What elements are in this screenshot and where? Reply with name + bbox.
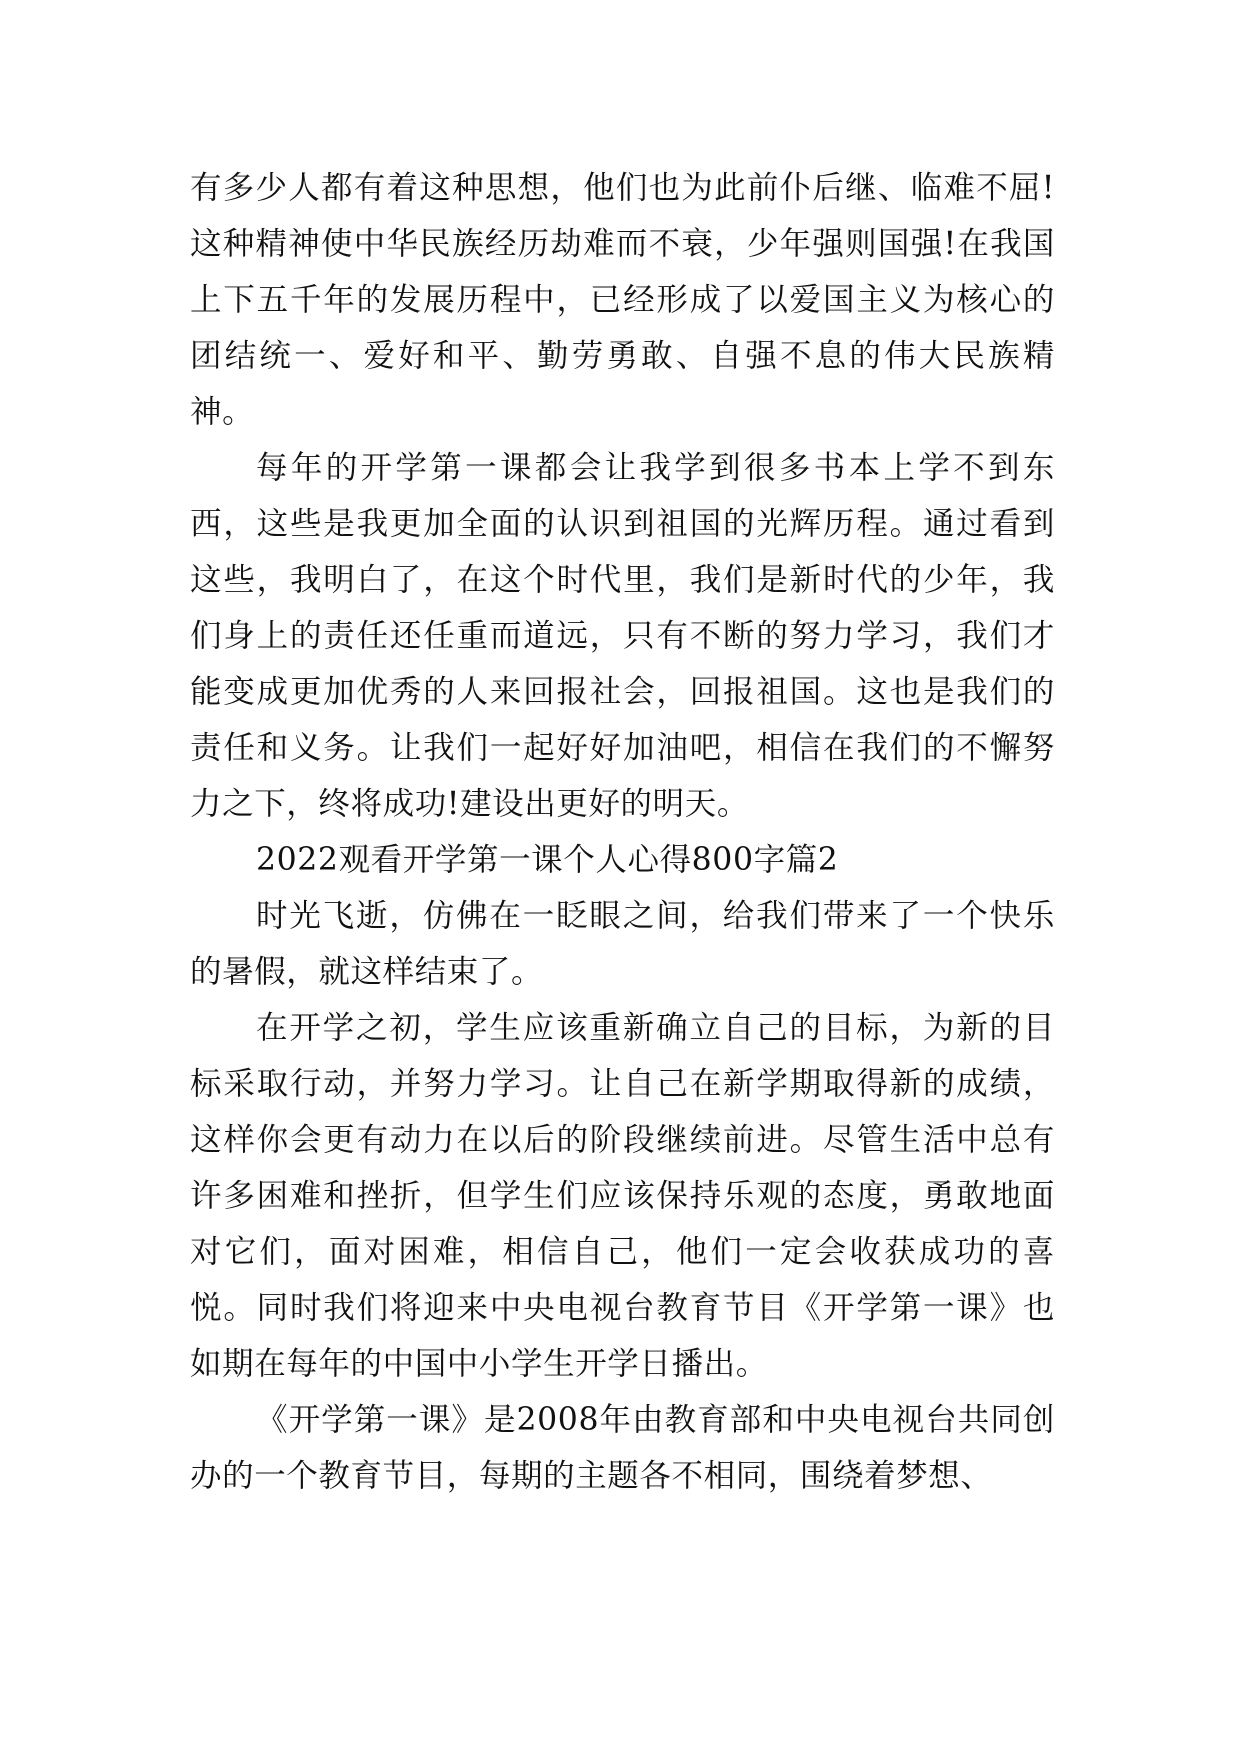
paragraph-3: 时光飞逝，仿佛在一眨眼之间，给我们带来了一个快乐的暑假，就这样结束了。: [190, 898, 1055, 990]
paragraph-4: 在开学之初，学生应该重新确立自己的目标，为新的目标采取行动，并努力学习。让自己在新学期取得新的成绩，这样你会更有动力在以后的阶段继续前进。尽管生活中总有许多困难和挫折，但学生们应该保持乐观的态度，勇敢地面对它们，面对困难，相信自己，他们一定会收获成功的喜悦。同时我们将迎来中央电视台教育节目《开学第一课》也如期在每年的中国中小学生开学日播出。: [190, 1010, 1055, 1382]
paragraph-5: 《开学第一课》是2008年由教育部和中央电视台共同创办的一个教育节目，每期的主题各不相同，围绕着梦想、: [190, 1402, 1055, 1494]
section-heading: 2022观看开学第一课个人心得800字篇2: [256, 842, 839, 878]
paragraph-1: 有多少人都有着这种思想，他们也为此前仆后继、临难不屈!这种精神使中华民族经历劫难而不衰，少年强则国强!在我国上下五千年的发展历程中，已经形成了以爱国主义为核心的团结统一、爱好和平、勤劳勇敢、自强不息的伟大民族精神。: [190, 170, 1055, 430]
document-body: [190, 160, 1055, 1504]
paragraph-2: 每年的开学第一课都会让我学到很多书本上学不到东西，这些是我更加全面的认识到祖国的光辉历程。通过看到这些，我明白了，在这个时代里，我们是新时代的少年，我们身上的责任还任重而道远，只有不断的努力学习，我们才能变成更加优秀的人来回报社会，回报祖国。这也是我们的责任和义务。让我们一起好好加油吧，相信在我们的不懈努力之下，终将成功!建设出更好的明天。: [190, 450, 1055, 822]
